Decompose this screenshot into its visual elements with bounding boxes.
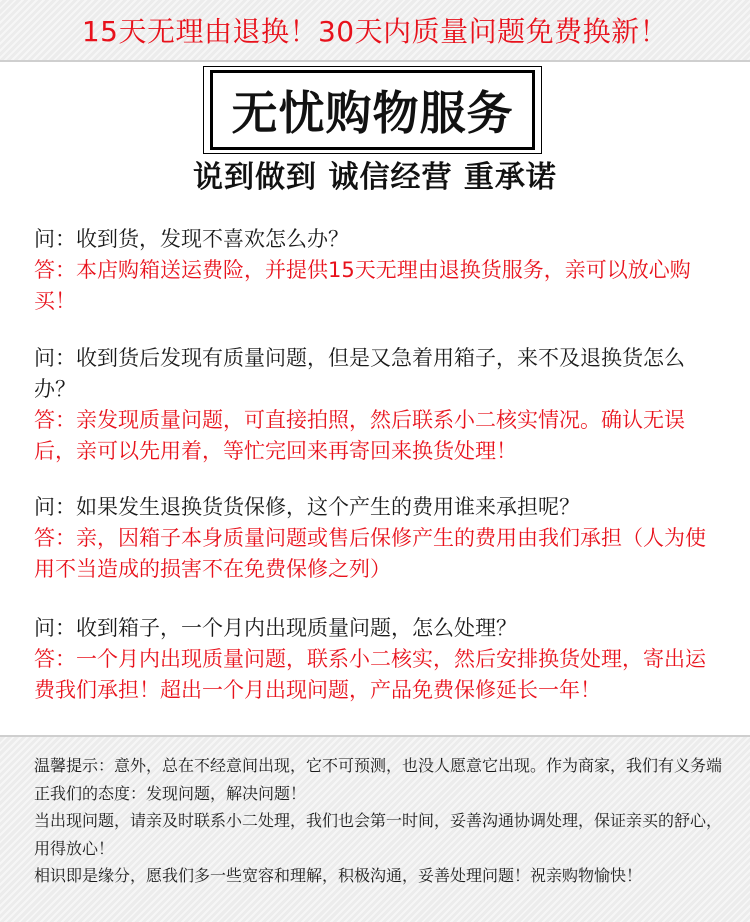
page-subtitle: 说到做到 诚信经营 重承诺 bbox=[193, 160, 557, 195]
faq-item bbox=[34, 343, 724, 467]
faq-answer: 答：亲，因箱子本身质量问题或售后保修产生的费用由我们承担（人为使用不当造成的损害不在免费保修之列） bbox=[34, 526, 706, 581]
faq-question: 问：收到货后发现有质量问题，但是又急着用箱子，来不及退换货怎么办？ bbox=[34, 346, 685, 401]
faq-answer: 答：亲发现质量问题，可直接拍照，然后联系小二核实情况。确认无误后，亲可以先用着，等忙完回来再寄回来换货处理！ bbox=[34, 408, 685, 463]
faq-question: 问：如果发生退换货货保修，这个产生的费用谁来承担呢？ bbox=[34, 495, 580, 519]
tips-line: 当出现问题，请亲及时联系小二处理，我们也会第一时间，妥善沟通协调处理，保证亲买的舒心，用得放心！ bbox=[34, 811, 723, 858]
banner-divider bbox=[0, 60, 750, 62]
tips-line: 相识即是缘分，愿我们多一些宽容和理解，积极沟通，妥善处理问题！祝亲购物愉快！ bbox=[34, 866, 643, 885]
banner-text: 15天无理由退换！30天内质量问题免费换新！ bbox=[81, 15, 669, 48]
faq-answer: 答：本店购箱送运费险，并提供15天无理由退换货服务，亲可以放心购买！ bbox=[34, 258, 691, 313]
faq-item bbox=[34, 492, 724, 585]
title-box bbox=[210, 70, 535, 150]
faq-question: 问：收到箱子，一个月内出现质量问题，怎么处理？ bbox=[34, 616, 517, 640]
page-title: 无忧购物服务 bbox=[231, 86, 514, 140]
faq-item bbox=[34, 224, 724, 317]
tips-line: 温馨提示：意外，总在不经意间出现，它不可预测，也没人愿意它出现。作为商家，我们有义务端正我们的态度：发现问题，解决问题！ bbox=[34, 756, 723, 803]
top-banner bbox=[0, 0, 750, 60]
tips-divider bbox=[0, 735, 750, 737]
tips-text bbox=[34, 752, 724, 890]
faq-question: 问：收到货，发现不喜欢怎么办？ bbox=[34, 227, 349, 251]
faq-item bbox=[34, 613, 724, 706]
faq-answer: 答：一个月内出现质量问题，联系小二核实，然后安排换货处理，寄出运费我们承担！超出一个月出现问题，产品免费保修延长一年！ bbox=[34, 647, 706, 702]
